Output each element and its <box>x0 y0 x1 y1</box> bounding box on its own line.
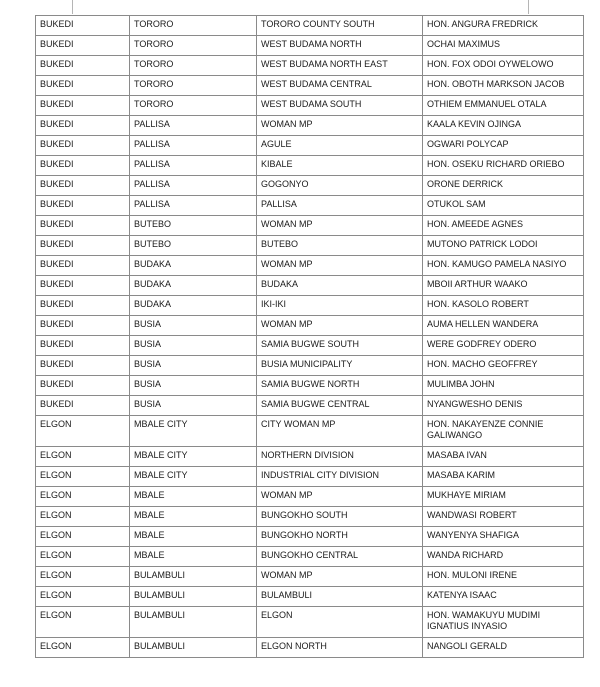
member-cell: MASABA IVAN <box>423 447 584 467</box>
sub-region-cell: BUKEDI <box>36 96 130 116</box>
table-row <box>36 156 584 176</box>
constituency-cell: SAMIA BUGWE NORTH <box>257 376 423 396</box>
sub-region-cell: BUKEDI <box>36 136 130 156</box>
constituency-cell: WEST BUDAMA NORTH <box>257 36 423 56</box>
table-row <box>36 16 584 36</box>
table-row <box>36 396 584 416</box>
sub-region-cell: BUKEDI <box>36 276 130 296</box>
sub-region-cell: ELGON <box>36 467 130 487</box>
district-cell: BUSIA <box>130 316 257 336</box>
district-cell: MBALE <box>130 547 257 567</box>
member-cell: MASABA KARIM <box>423 467 584 487</box>
constituency-cell: WEST BUDAMA CENTRAL <box>257 76 423 96</box>
district-cell: MBALE <box>130 487 257 507</box>
constituency-cell: ELGON <box>257 607 423 638</box>
district-cell: BUSIA <box>130 396 257 416</box>
sub-region-cell: BUKEDI <box>36 236 130 256</box>
sub-region-cell: ELGON <box>36 547 130 567</box>
table-row <box>36 527 584 547</box>
ruler-margin-mark-left <box>72 0 73 14</box>
district-cell: BULAMBULI <box>130 567 257 587</box>
table-body <box>36 16 584 658</box>
sub-region-cell: ELGON <box>36 507 130 527</box>
district-cell: PALLISA <box>130 156 257 176</box>
district-cell: MBALE CITY <box>130 416 257 447</box>
member-cell: WERE GODFREY ODERO <box>423 336 584 356</box>
constituency-cell: BUTEBO <box>257 236 423 256</box>
constituency-cell: BULAMBULI <box>257 587 423 607</box>
member-cell: NYANGWESHO DENIS <box>423 396 584 416</box>
constituency-cell: WEST BUDAMA SOUTH <box>257 96 423 116</box>
district-cell: BULAMBULI <box>130 607 257 638</box>
table-row <box>36 276 584 296</box>
sub-region-cell: ELGON <box>36 527 130 547</box>
table-row <box>36 56 584 76</box>
member-cell: KATENYA ISAAC <box>423 587 584 607</box>
constituency-cell: WOMAN MP <box>257 256 423 276</box>
constituency-cell: KIBALE <box>257 156 423 176</box>
constituency-cell: ELGON NORTH <box>257 638 423 658</box>
district-cell: TORORO <box>130 76 257 96</box>
sub-region-cell: BUKEDI <box>36 316 130 336</box>
district-cell: MBALE CITY <box>130 467 257 487</box>
sub-region-cell: BUKEDI <box>36 336 130 356</box>
member-cell: OTUKOL SAM <box>423 196 584 216</box>
table-row <box>36 136 584 156</box>
table-row <box>36 176 584 196</box>
member-cell: HON. OBOTH MARKSON JACOB <box>423 76 584 96</box>
district-cell: MBALE <box>130 507 257 527</box>
district-cell: BUDAKA <box>130 296 257 316</box>
constituency-cell: PALLISA <box>257 196 423 216</box>
table-row <box>36 36 584 56</box>
sub-region-cell: BUKEDI <box>36 116 130 136</box>
table-row <box>36 336 584 356</box>
member-cell: HON. NAKAYENZE CONNIE GALIWANGO <box>423 416 584 447</box>
constituency-cell: WOMAN MP <box>257 316 423 336</box>
member-cell: HON. KAMUGO PAMELA NASIYO <box>423 256 584 276</box>
constituency-cell: CITY WOMAN MP <box>257 416 423 447</box>
constituency-cell: WEST BUDAMA NORTH EAST <box>257 56 423 76</box>
table-row <box>36 376 584 396</box>
sub-region-cell: BUKEDI <box>36 176 130 196</box>
constituency-cell: BUDAKA <box>257 276 423 296</box>
member-cell: MUTONO PATRICK LODOI <box>423 236 584 256</box>
member-cell: HON. AMEEDE AGNES <box>423 216 584 236</box>
member-cell: MUKHAYE MIRIAM <box>423 487 584 507</box>
table-row <box>36 607 584 638</box>
constituency-cell: IKI-IKI <box>257 296 423 316</box>
member-cell: HON. FOX ODOI OYWELOWO <box>423 56 584 76</box>
member-cell: OCHAI MAXIMUS <box>423 36 584 56</box>
district-cell: BUSIA <box>130 356 257 376</box>
constituency-cell: BUNGOKHO NORTH <box>257 527 423 547</box>
table-row <box>36 236 584 256</box>
table-row <box>36 587 584 607</box>
table-row <box>36 467 584 487</box>
table-row <box>36 196 584 216</box>
member-cell: HON. WAMAKUYU MUDIMI IGNATIUS INYASIO <box>423 607 584 638</box>
member-cell: AUMA HELLEN WANDERA <box>423 316 584 336</box>
sub-region-cell: BUKEDI <box>36 56 130 76</box>
constituency-cell: TORORO COUNTY SOUTH <box>257 16 423 36</box>
sub-region-cell: ELGON <box>36 487 130 507</box>
constituency-cell: GOGONYO <box>257 176 423 196</box>
member-cell: OGWARI POLYCAP <box>423 136 584 156</box>
district-cell: TORORO <box>130 56 257 76</box>
sub-region-cell: BUKEDI <box>36 376 130 396</box>
constituency-cell: WOMAN MP <box>257 487 423 507</box>
table-row <box>36 547 584 567</box>
constituency-cell: SAMIA BUGWE CENTRAL <box>257 396 423 416</box>
table-row <box>36 567 584 587</box>
member-cell: NANGOLI GERALD <box>423 638 584 658</box>
table-row <box>36 76 584 96</box>
sub-region-cell: ELGON <box>36 416 130 447</box>
sub-region-cell: ELGON <box>36 447 130 467</box>
member-cell: HON. KASOLO ROBERT <box>423 296 584 316</box>
constituency-cell: BUNGOKHO SOUTH <box>257 507 423 527</box>
sub-region-cell: BUKEDI <box>36 356 130 376</box>
sub-region-cell: BUKEDI <box>36 296 130 316</box>
sub-region-cell: ELGON <box>36 607 130 638</box>
district-cell: BUDAKA <box>130 276 257 296</box>
district-cell: BUSIA <box>130 376 257 396</box>
district-cell: BULAMBULI <box>130 587 257 607</box>
sub-region-cell: ELGON <box>36 638 130 658</box>
table-row <box>36 96 584 116</box>
constituency-cell: BUNGOKHO CENTRAL <box>257 547 423 567</box>
table-row <box>36 447 584 467</box>
constituency-cell: WOMAN MP <box>257 216 423 236</box>
member-cell: KAALA KEVIN OJINGA <box>423 116 584 136</box>
constituency-cell: WOMAN MP <box>257 116 423 136</box>
district-cell: TORORO <box>130 36 257 56</box>
constituency-cell: AGULE <box>257 136 423 156</box>
member-cell: OTHIEM EMMANUEL OTALA <box>423 96 584 116</box>
table-row <box>36 296 584 316</box>
member-cell: HON. OSEKU RICHARD ORIEBO <box>423 156 584 176</box>
district-cell: PALLISA <box>130 136 257 156</box>
table-row <box>36 316 584 336</box>
sub-region-cell: ELGON <box>36 587 130 607</box>
member-cell: HON. ANGURA FREDRICK <box>423 16 584 36</box>
district-cell: PALLISA <box>130 176 257 196</box>
district-cell: MBALE CITY <box>130 447 257 467</box>
table-row <box>36 487 584 507</box>
member-cell: HON. MACHO GEOFFREY <box>423 356 584 376</box>
table-row <box>36 416 584 447</box>
district-cell: MBALE <box>130 527 257 547</box>
sub-region-cell: BUKEDI <box>36 256 130 276</box>
district-cell: TORORO <box>130 16 257 36</box>
table-row <box>36 216 584 236</box>
sub-region-cell: BUKEDI <box>36 16 130 36</box>
district-cell: TORORO <box>130 96 257 116</box>
constituency-cell: SAMIA BUGWE SOUTH <box>257 336 423 356</box>
table-row <box>36 356 584 376</box>
sub-region-cell: BUKEDI <box>36 156 130 176</box>
district-cell: PALLISA <box>130 116 257 136</box>
table-row <box>36 507 584 527</box>
district-cell: BULAMBULI <box>130 638 257 658</box>
mp-results-table <box>35 15 584 658</box>
district-cell: BUSIA <box>130 336 257 356</box>
member-cell: MBOII ARTHUR WAAKO <box>423 276 584 296</box>
member-cell: WANYENYA SHAFIGA <box>423 527 584 547</box>
sub-region-cell: BUKEDI <box>36 196 130 216</box>
district-cell: BUTEBO <box>130 216 257 236</box>
constituency-cell: INDUSTRIAL CITY DIVISION <box>257 467 423 487</box>
member-cell: ORONE DERRICK <box>423 176 584 196</box>
member-cell: MULIMBA JOHN <box>423 376 584 396</box>
member-cell: WANDA RICHARD <box>423 547 584 567</box>
district-cell: BUDAKA <box>130 256 257 276</box>
district-cell: BUTEBO <box>130 236 257 256</box>
member-cell: HON. MULONI IRENE <box>423 567 584 587</box>
member-cell: WANDWASI ROBERT <box>423 507 584 527</box>
district-cell: PALLISA <box>130 196 257 216</box>
constituency-cell: WOMAN MP <box>257 567 423 587</box>
constituency-cell: NORTHERN DIVISION <box>257 447 423 467</box>
ruler-margin-mark-right <box>528 0 529 14</box>
sub-region-cell: BUKEDI <box>36 36 130 56</box>
sub-region-cell: BUKEDI <box>36 76 130 96</box>
sub-region-cell: ELGON <box>36 567 130 587</box>
table-row <box>36 256 584 276</box>
table-row <box>36 116 584 136</box>
sub-region-cell: BUKEDI <box>36 216 130 236</box>
table-row <box>36 638 584 658</box>
constituency-cell: BUSIA MUNICIPALITY <box>257 356 423 376</box>
sub-region-cell: BUKEDI <box>36 396 130 416</box>
